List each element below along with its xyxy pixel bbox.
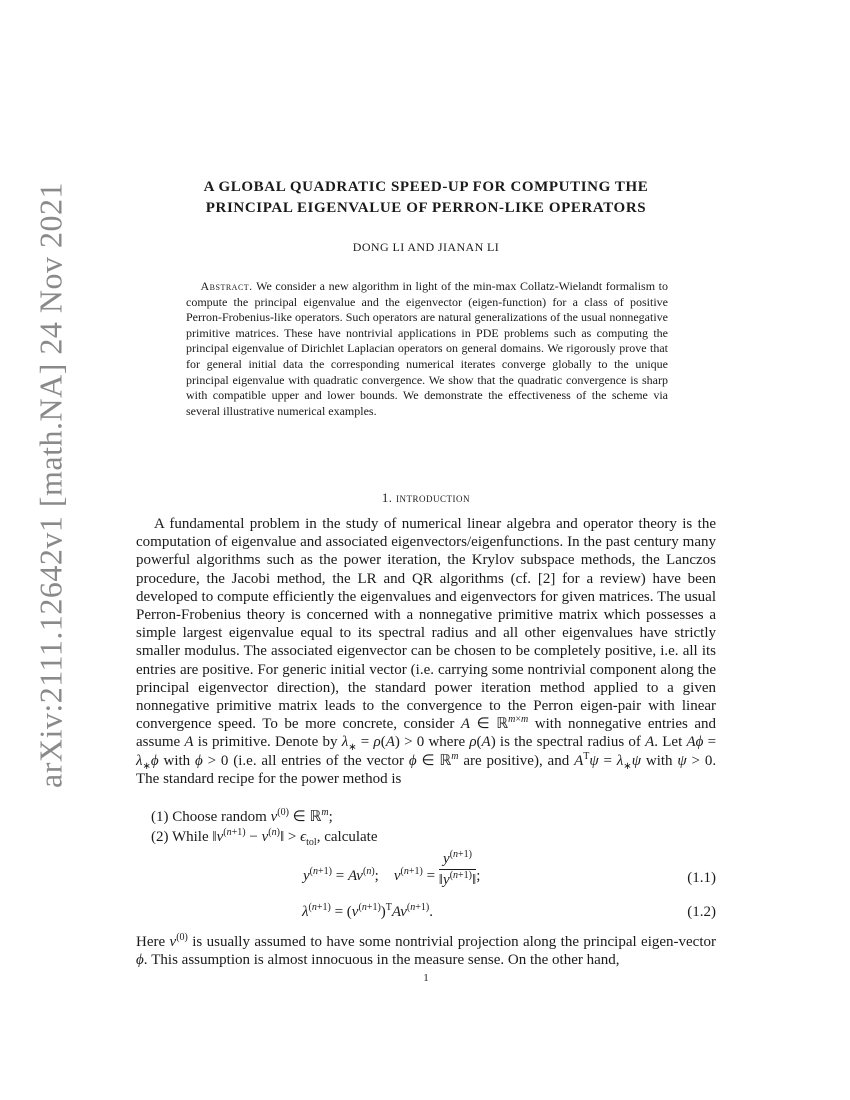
step-1: (1) Choose random $v^{(0)}$ ∈ ℝ$^m$; [151,807,333,825]
equation-1-2 [136,902,716,924]
section-title: introduction [396,491,470,505]
intro-body [136,515,716,788]
power-method-steps [151,807,378,847]
section-heading [136,491,716,506]
title-line-1: A GLOBAL QUADRATIC SPEED-UP FOR COMPUTING THE [203,179,649,195]
authors: DONG LI AND JIANAN LI [352,240,500,254]
step-2-tail: calculate [324,829,378,845]
intro-text-c: is primitive. Denote by [197,734,338,751]
intro-paragraph-text: A fundamental problem in the study of numerical linear algebra and operator theory is the computation of eigenvalue and associated eigenvectors/eigenfunctions. In the past century many powerful algorithms such as the power iteration, the Krylov subspace methods, the Lanczos procedure, the Jacobi method, the LR and QR algorithms (cf. [2] for a review) have been developed to compute efficiently the eigenvalues and eigenvectors for given matrices. The usual Perron-Frobenius theory is concerned with a nonnegative primitive matrix which possesses a simple largest eigenvalue equal to its spectral radius and all other eigenvalues have strictly smaller modulus. The associated eigenvector can be chosen to be completely positive, i.e. all its entries are positive. For generic initial vector (i.e. carrying some nontrivial component along the principal eigenvector direction), the standard power iteration method applied to a given nonnegative primitive matrix leads to the convergence to the Perron eigen-pair with linear convergence speed. [136,516,716,733]
step-2-number: (2) [151,829,169,845]
intro-text-h: (i.e. all entries of the vector [233,752,405,769]
intro-text-a: To be more concrete, consider [262,716,455,733]
intro-text-b: with nonnegative entries and assume [136,716,717,751]
equation-1-1-body: $y^{(n+1)} = Av^{(n)}$; $v^{(n+1)}$ = $\frac{y^{(n+1)}}{‖y^{(n+1)}‖}$ ; [303,849,481,888]
after-text-a: Here [136,934,166,950]
normalization-fraction: $\frac{y^{(n+1)}}{‖y^{(n+1)}‖}$ [438,849,477,888]
abstract [186,279,668,419]
intro-paragraph: A fundamental problem in the study of numerical linear algebra and operator theory is the computation of eigenvalue and associated eigenvectors/eigenfunctions. In the past century many powerful algorithms such as the power iteration, the Krylov subspace methods, the Lanczos procedure, the Jacobi method, the LR and QR algorithms (cf. [2] for a review) have been developed to compute efficiently the eigenvalues and eigenvectors for given matrices. The usual Perron-Frobenius theory is concerned with a nonnegative primitive matrix which possesses a simple largest eigenvalue equal to its spectral radius and all other eigenvalues have strictly smaller modulus. The associated eigenvector can be chosen to be completely positive, i.e. all its entries are positive. For generic initial vector (i.e. carrying some nontrivial component along the principal eigenvector direction), the standard power iteration method applied to a given nonnegative primitive matrix leads to the convergence to the Perron eigen-pair with linear convergence speed. To be more concrete, consider A ∈ ℝ$^{m\times m}$ with nonnegative entries and assume A is primitive. Denote by $\lambda_∗ = \rho(A) > 0$ where ρ(A) is the spectral radius of A. Let $A\phi = \lambda_∗\phi$ with ϕ > 0 (i.e. all entries of the vector ϕ ∈ ℝ$^m$ are positive), and $A^T\psi = \lambda_∗\psi$ with ψ > 0. The standard recipe for the power method is [136,516,717,787]
following-paragraph-text: Here $v^{(0)}$ is usually assumed to have some nontrivial projection along the principal eigen-vector ϕ. This assumption is almost innocuous in the measure sense. On the other hand, [136,932,717,969]
step-1-number: (1) [151,809,169,825]
intro-text-k: The standard recipe for the power method is [136,770,402,787]
arxiv-identifier: arXiv:2111.12642v1 [math.NA] 24 Nov 2021 [32,182,69,788]
step-2-text: While [171,829,209,845]
equation-1-2-body: $\lambda^{(n+1)} = (v^{(n+1)})^TAv^{(n+1)}$. [302,902,433,920]
intro-text-i: are positive), and [463,752,570,769]
intro-text-e: is the spectral radius of [499,734,641,751]
paper-title [136,177,716,219]
after-text-c: This assumption is almost innocuous in the measure sense. On the other hand, [151,952,620,969]
equation-1-1-number: (1.1) [687,870,716,886]
abstract-text: We consider a new algorithm in light of the min-max Collatz-Wielandt formalism to compute the principal eigenvalue and the eigenvector (eigen-function) for a class of positive Perron-Frobenius-like operators. Such operators are natural generalizations of the usual nonnegative primitive matrices. These have nontrivial applications in PDE problems such as computing the principal eigenvalue of Dirichlet Laplacian operators on general domains. We rigorously prove that for general initial data the corresponding numerical iterates converge globally to the unique principal eigenvalue with quadratic convergence. We show that the quadratic convergence is sharp with compatible upper and lower bounds. We demonstrate the effectiveness of the scheme via several illustrative numerical examples. [186,279,668,418]
following-paragraph [136,933,716,969]
section-number: 1. [382,491,393,505]
equation-1-1 [136,849,716,898]
intro-text-j: with [645,752,673,769]
page-number: 1 [423,972,429,984]
intro-text-f: Let [662,734,683,751]
intro-text-d: where [428,734,466,751]
equation-1-2-number: (1.2) [687,904,716,920]
step-1-text: Choose random [172,809,267,825]
abstract-label: Abstract. [200,279,253,293]
step-2: (2) While $‖v^{(n+1)}$ − $v^{(n)}‖ > \epsilon_{tol}$, calculate [151,827,378,848]
intro-text-g: with [163,752,191,769]
title-line-2: PRINCIPAL EIGENVALUE OF PERRON-LIKE OPERATORS [205,200,647,216]
after-text-b: is usually assumed to have some nontrivial projection along the principal eigen-vector [192,934,717,950]
